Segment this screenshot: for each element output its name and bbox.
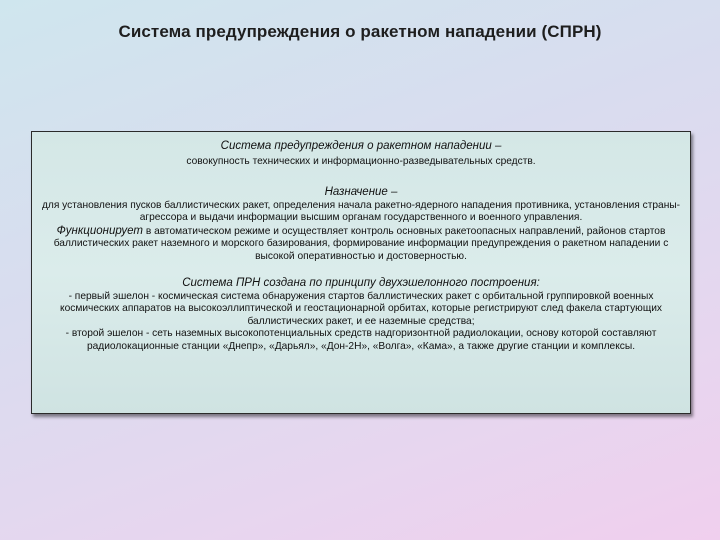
echelon-first-text: - первый эшелон - космическая система обнаружения стартов баллистических ракет с орбитальной группировкой военных космических аппаратов на высокоэллиптической и геостационарной орбитах, которые регистрируют след факела стартующих баллистических ракет, и ее наземные средства;	[60, 290, 662, 327]
function-lead: Функционирует	[56, 224, 143, 237]
purpose-heading: Назначение –	[324, 185, 398, 198]
slide-title: Система предупреждения о ракетном нападении (СПРН)	[118, 22, 602, 41]
definition-text: совокупность технических и информационно-разведывательных средств.	[186, 156, 536, 167]
definition-heading: Система предупреждения о ракетном нападении –	[220, 140, 502, 152]
principle-heading: Система ПРН создана по принципу двухэшелонного построения:	[182, 276, 540, 289]
function-paragraph	[40, 225, 682, 264]
echelon-second-text: - второй эшелон - сеть наземных высокопотенциальных средств надгоризонтной радиолокации, основу которой составляют радиолокационные станции «Днепр», «Дарьял», «Дон-2Н», «Волга», «Кама», а также другие станции и комплексы.	[65, 328, 657, 352]
content-box	[31, 131, 691, 414]
function-text: в автоматическом режиме и осуществляет контроль основных ракетоопасных направлений, районов стартов баллистических ракет наземного и морского базирования, формирование информации предупреждения о ракетном нападении с высокой оперативностью и достоверностью.	[53, 225, 669, 262]
purpose-text: для установления пусков баллистических ракет, определения начала ракетно-ядерного нападения противника, установления страны-агрессора и выдачи информации высшим органам государственного и военного управления.	[41, 199, 681, 224]
